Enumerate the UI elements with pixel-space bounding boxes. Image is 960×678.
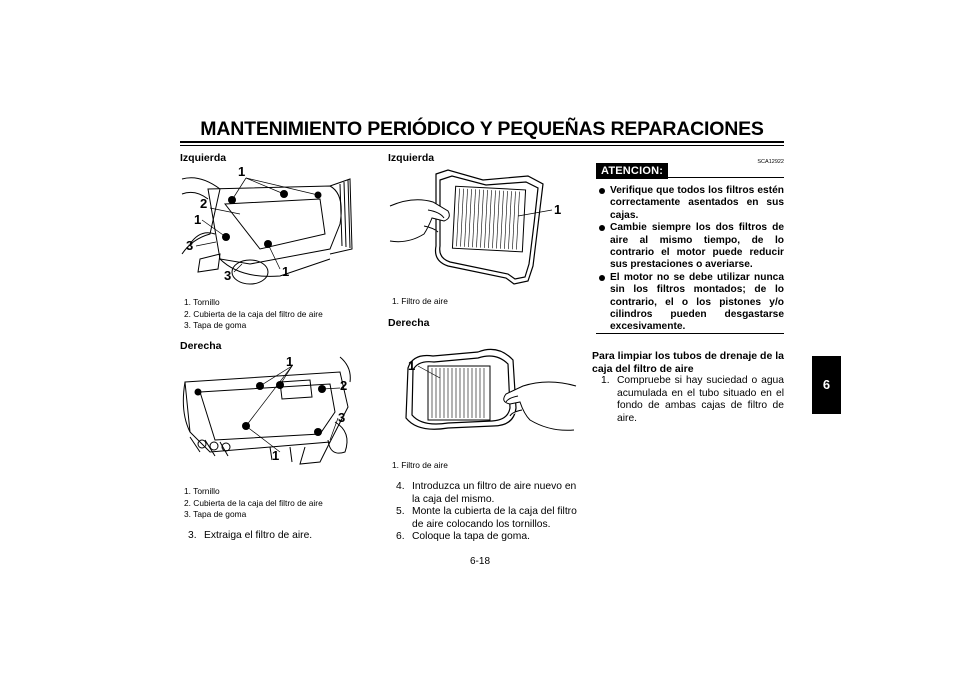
figure-right-cover xyxy=(180,352,360,477)
heading-derecha-filter: Derecha xyxy=(388,317,430,329)
fig1-callout-4: 3 xyxy=(186,238,194,253)
attention-box xyxy=(596,161,784,334)
heading-izquierda-filter: Izquierda xyxy=(388,152,435,164)
bullet-icon xyxy=(599,275,605,281)
fig2-caption-line: 2. Cubierta de la caja del filtro de aire xyxy=(184,497,323,508)
step-text: Monte la cubierta de la caja del filtro de aire colocando los tornillos. xyxy=(412,506,577,530)
figure-left-filter xyxy=(388,166,578,291)
step-item xyxy=(396,506,578,531)
drain-steps xyxy=(601,375,784,425)
fig1-callout-5: 3 xyxy=(224,268,232,283)
fig3-caption-line: 1. Filtro de aire xyxy=(392,296,448,306)
step-item xyxy=(396,481,578,506)
attention-bullets xyxy=(596,185,784,334)
fig1-caption-line: 2. Cubierta de la caja del filtro de aire xyxy=(184,308,323,319)
fig3-caption xyxy=(392,296,448,308)
fig3-callout-1: 1 xyxy=(554,202,562,217)
attention-bullet xyxy=(596,272,784,334)
figure-left-cover xyxy=(180,164,360,289)
step-number: 5. xyxy=(396,506,405,518)
bullet-icon xyxy=(599,225,605,231)
page-number: 6-18 xyxy=(469,556,490,567)
attention-label: ATENCION: xyxy=(596,163,668,179)
fig4-caption xyxy=(392,460,448,472)
fig4-callout-1: 1 xyxy=(408,358,416,373)
fig1-callout-1: 1 xyxy=(238,164,246,179)
attention-bullet xyxy=(596,185,784,222)
fig2-callout-3: 3 xyxy=(338,410,346,425)
title-rule-thin xyxy=(180,145,784,146)
bullet-text: El motor no se debe utilizar nunca sin los filtros montados; de lo contrario, el o los pistones y/o cilindros pueden desgastarse excesivamente. xyxy=(610,271,784,333)
bullet-icon xyxy=(599,188,605,194)
fig1-callout-3: 1 xyxy=(194,212,202,227)
attention-bullet xyxy=(596,222,784,272)
step-number: 6. xyxy=(396,531,405,543)
step-item xyxy=(188,530,368,543)
title-rule-thick xyxy=(180,141,784,143)
fig2-caption-line: 1. Tornillo xyxy=(184,486,220,496)
page-title: MANTENIMIENTO PERIÓDICO Y PEQUEÑAS REPARACIONES xyxy=(200,118,764,140)
heading-izquierda-cover: Izquierda xyxy=(180,152,227,164)
left-cover-illustration xyxy=(180,164,360,289)
step-text: Extraiga el filtro de aire. xyxy=(204,530,313,541)
fig1-callout-2: 2 xyxy=(200,196,208,211)
step-item xyxy=(396,531,578,544)
fig4-caption-line: 1. Filtro de aire xyxy=(392,460,448,470)
attention-code: SCA12922 xyxy=(757,159,784,165)
step-item xyxy=(601,375,784,425)
fig2-callout-4: 1 xyxy=(272,448,280,463)
right-filter-illustration xyxy=(388,338,578,453)
fig2-callout-2: 2 xyxy=(340,378,348,393)
drain-heading: Para limpiar los tubos de drenaje de la caja del filtro de aire xyxy=(592,350,784,375)
left-filter-illustration xyxy=(388,166,578,291)
steps-4-6 xyxy=(396,481,578,544)
step-number: 3. xyxy=(188,530,197,541)
heading-derecha-cover: Derecha xyxy=(180,340,222,352)
step-3 xyxy=(188,530,368,543)
fig1-callout-6: 1 xyxy=(282,264,290,279)
step-text: Compruebe si hay suciedad o agua acumulada en el tubo situado en el fondo de ambas cajas de filtro de aire. xyxy=(617,375,784,424)
fig2-callout-1: 1 xyxy=(286,354,294,369)
bullet-text: Cambie siempre los dos filtros de aire al mismo tiempo, de lo contrario el motor puede reducir sus prestaciones o averiarse. xyxy=(610,222,784,271)
fig1-caption xyxy=(184,297,323,332)
step-number: 4. xyxy=(396,481,405,492)
step-number: 1. xyxy=(601,375,610,386)
attention-rule xyxy=(666,177,784,178)
fig1-caption-line: 3. Tapa de goma xyxy=(184,320,247,331)
fig2-caption-line: 3. Tapa de goma xyxy=(184,509,247,520)
attention-bottom-rule xyxy=(596,333,784,334)
bullet-text: Verifique que todos los filtros estén correctamente asentados en sus cajas. xyxy=(610,185,784,221)
step-text: Coloque la tapa de goma. xyxy=(412,531,530,543)
fig1-caption-line: 1. Tornillo xyxy=(184,297,220,307)
chapter-tab-number: 6 xyxy=(822,377,831,392)
right-cover-illustration xyxy=(180,352,360,477)
fig2-caption xyxy=(184,486,323,521)
figure-right-filter xyxy=(388,338,578,453)
step-text: Introduzca un filtro de aire nuevo en la caja del mismo. xyxy=(412,481,577,505)
chapter-tab xyxy=(812,356,841,414)
